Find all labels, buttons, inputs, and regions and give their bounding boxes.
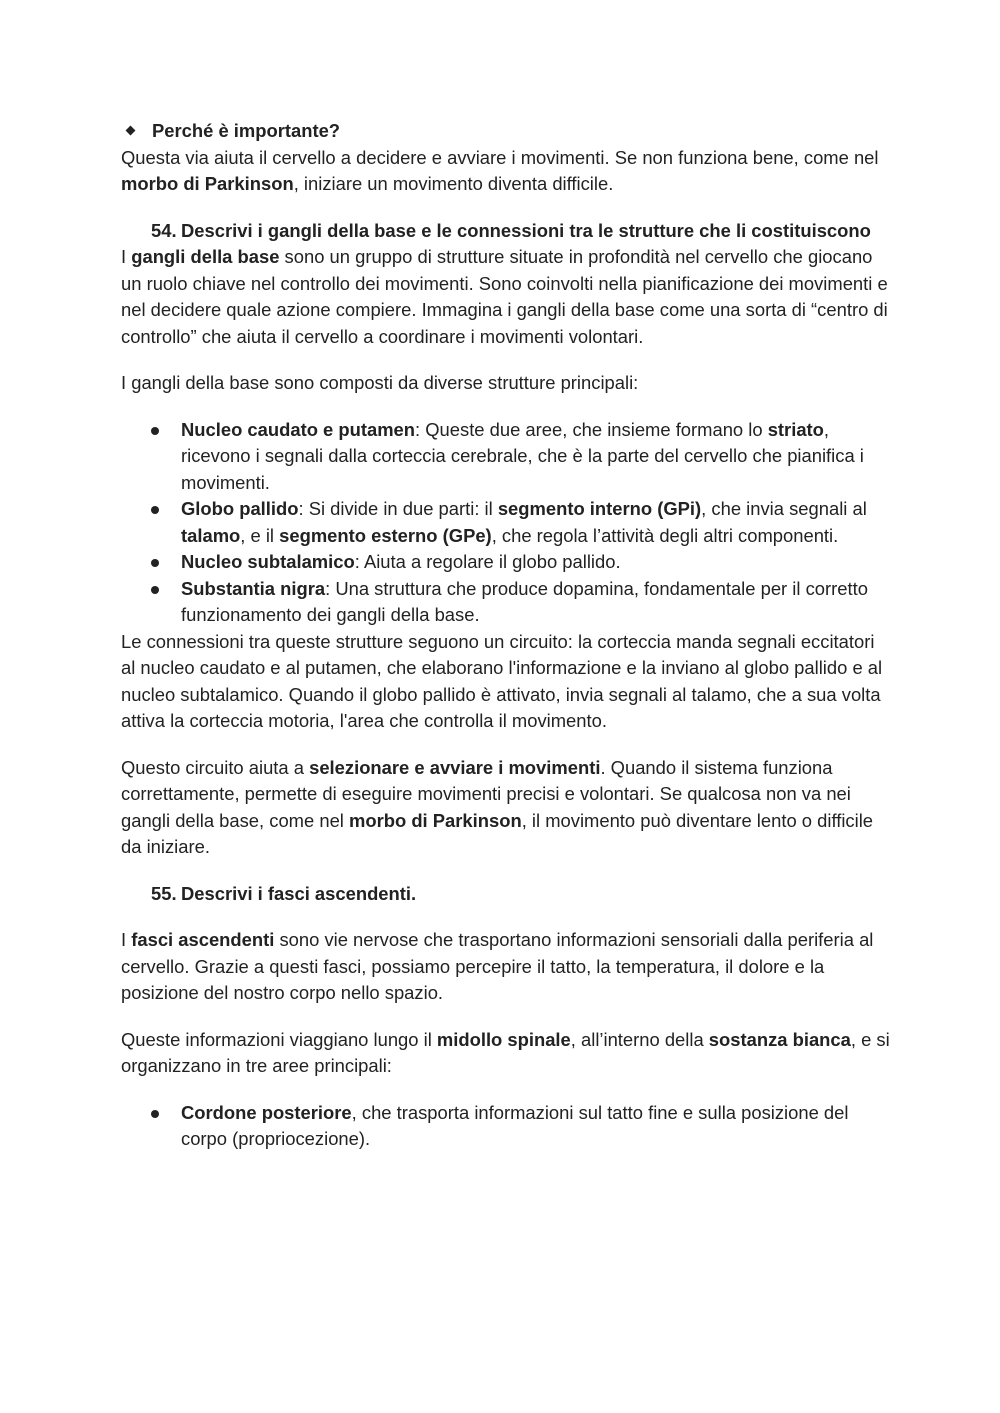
- bullet-icon: [151, 427, 159, 435]
- q55-paragraph-2: Queste informazioni viaggiano lungo il midollo spinale, all’interno della sostanza bianca, e si organizzano in tre aree principali:: [121, 1028, 890, 1076]
- list-item: Globo pallido: Si divide in due parti: il segmento interno (GPi), che invia segnali al talamo, e il segmento esterno (GPe), che regola l’attività degli altri componenti.: [121, 496, 891, 549]
- bullet-icon: [151, 1110, 159, 1118]
- document-page: [121, 118, 891, 1153]
- list-item: Nucleo subtalamico: Aiuta a regolare il globo pallido.: [121, 549, 891, 576]
- question-55-number: 55.: [151, 882, 177, 904]
- importance-heading: [121, 118, 891, 145]
- list-item: Substantia nigra: Una struttura che produce dopamina, fondamentale per il corretto funzionamento dei gangli della base.: [121, 576, 891, 629]
- ascending-tracts-list: [121, 1100, 891, 1153]
- question-54-title: Descrivi i gangli della base e le connessioni tra le strutture che li costituiscono: [181, 219, 871, 241]
- list-item: Cordone posteriore, che trasporta informazioni sul tatto fine e sulla posizione del corpo (propriocezione).: [121, 1100, 891, 1153]
- bullet-icon: [151, 586, 159, 594]
- q54-paragraph-1: I gangli della base sono un gruppo di strutture situate in profondità nel cervello che giocano un ruolo chiave nel controllo dei movimenti. Sono coinvolti nella pianificazione dei movimenti e nel decidere quale azione compiere. Immagina i gangli della base come una sorta di “centro di controllo” che aiuta il cervello a coordinare i movimenti volontari.: [121, 246, 888, 347]
- list-item: Nucleo caudato e putamen: Queste due aree, che insieme formano lo striato, ricevono i segnali dalla corteccia cerebrale, che è la parte del cervello che pianifica i movimenti.: [121, 417, 891, 497]
- importance-paragraph: Questa via aiuta il cervello a decidere e avviare i movimenti. Se non funziona bene, come nel morbo di Parkinson, iniziare un movimento diventa difficile.: [121, 146, 879, 194]
- q54-paragraph-4: Questo circuito aiuta a selezionare e avviare i movimenti. Quando il sistema funziona correttamente, permette di eseguire movimenti precisi e volontari. Se qualcosa non va nei gangli della base, come nel morbo di Parkinson, il movimento può diventare lento o difficile da iniziare.: [121, 756, 874, 857]
- q55-paragraph-1: I fasci ascendenti sono vie nervose che trasportano informazioni sensoriali dalla periferia al cervello. Grazie a questi fasci, possiamo percepire il tatto, la temperatura, il dolore e la posizione del nostro corpo nello spazio.: [121, 929, 874, 1003]
- question-55-title: Descrivi i fasci ascendenti.: [181, 882, 417, 904]
- question-55-heading: [121, 881, 891, 908]
- q54-paragraph-3: Le connessioni tra queste strutture seguono un circuito: la corteccia manda segnali eccitatori al nucleo caudato e al putamen, che elaborano l'informazione e la inviano al globo pallido e al nucleo subtalamico. Quando il globo pallido è attivato, invia segnali al talamo, che a sua volta attiva la corteccia motoria, l'area che controlla il movimento.: [121, 630, 883, 731]
- diamond-bullet-icon: [126, 126, 136, 136]
- question-54-number: 54.: [151, 219, 177, 241]
- bullet-icon: [151, 506, 159, 514]
- importance-heading-text: Perché è importante?: [152, 120, 341, 141]
- question-54-heading: [121, 218, 891, 245]
- q54-paragraph-2: I gangli della base sono composti da diverse strutture principali:: [121, 372, 639, 393]
- basal-ganglia-structures-list: [121, 417, 891, 629]
- bullet-icon: [151, 559, 159, 567]
